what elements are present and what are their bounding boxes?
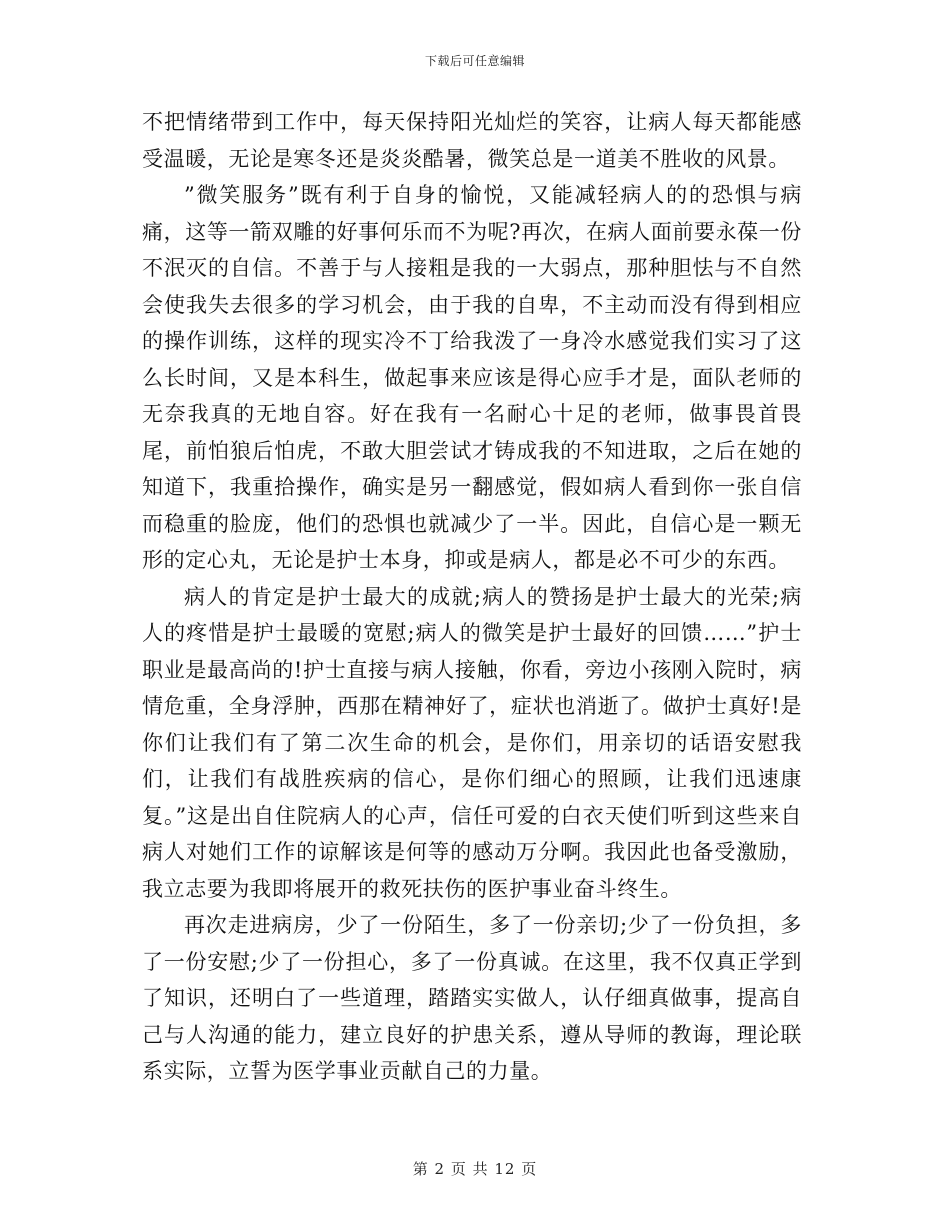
document-body	[142, 104, 802, 1090]
paragraph-3: 病人的肯定是护士最大的成就;病人的赞扬是护士最大的光荣;病人的疼惜是护士最暖的宽慰;病人的微笑是护士最好的回馈……”护士职业是最高尚的!护士直接与病人接触，你看，旁边小孩刚入院时，病情危重，全身浮肿，西那在精神好了，症状也消逝了。做护士真好!是你们让我们有了第二次生命的机会，是你们，用亲切的话语安慰我们，让我们有战胜疾病的信心，是你们细心的照顾，让我们迅速康复。”这是出自住院病人的心声，信任可爱的白衣天使们听到这些来自病人对她们工作的谅解该是何等的感动万分啊。我因此也备受激励，我立志要为我即将展开的救死扶伤的医护事业奋斗终生。	[142, 584, 802, 901]
paragraph-2: ”微笑服务”既有利于自身的愉悦，又能减轻病人的的恐惧与病痛，这等一箭双雕的好事何乐而不为呢?再次，在病人面前要永葆一份不泯灭的自信。不善于与人接粗是我的一大弱点，那种胆怯与不自然会使我失去很多的学习机会，由于我的自卑，不主动而没有得到相应的操作训练，这样的现实冷不丁给我泼了一身冷水感觉我们实习了这么长时间，又是本科生，做起事来应该是得心应手才是，面队老师的无奈我真的无地自容。好在我有一名耐心十足的老师，做事畏首畏尾，前怕狼后怕虎，不敢大胆尝试才铸成我的不知进取，之后在她的知道下，我重拾操作，确实是另一翻感觉，假如病人看到你一张自信而稳重的脸庞，他们的恐惧也就减少了一半。因此，自信心是一颗无形的定心丸，无论是护士本身，抑或是病人，都是必不可少的东西。	[142, 183, 802, 572]
paragraph-4: 再次走进病房，少了一份陌生，多了一份亲切;少了一份负担，多了一份安慰;少了一份担心，多了一份真诚。在这里，我不仅真正学到了知识，还明白了一些道理，踏踏实实做人，认仔细真做事，提高自己与人沟通的能力，建立良好的护患关系，遵从导师的教诲，理论联系实际，立誓为医学事业贡献自己的力量。	[142, 913, 802, 1083]
paragraph-1: 不把情绪带到工作中，每天保持阳光灿烂的笑容，让病人每天都能感受温暖，无论是寒冬还是炎炎酷暑，微笑总是一道美不胜收的风景。	[142, 110, 802, 171]
page-header-note: 下载后可任意编辑	[424, 54, 525, 68]
page-number-footer: 第 2 页 共 12 页	[412, 1160, 538, 1178]
